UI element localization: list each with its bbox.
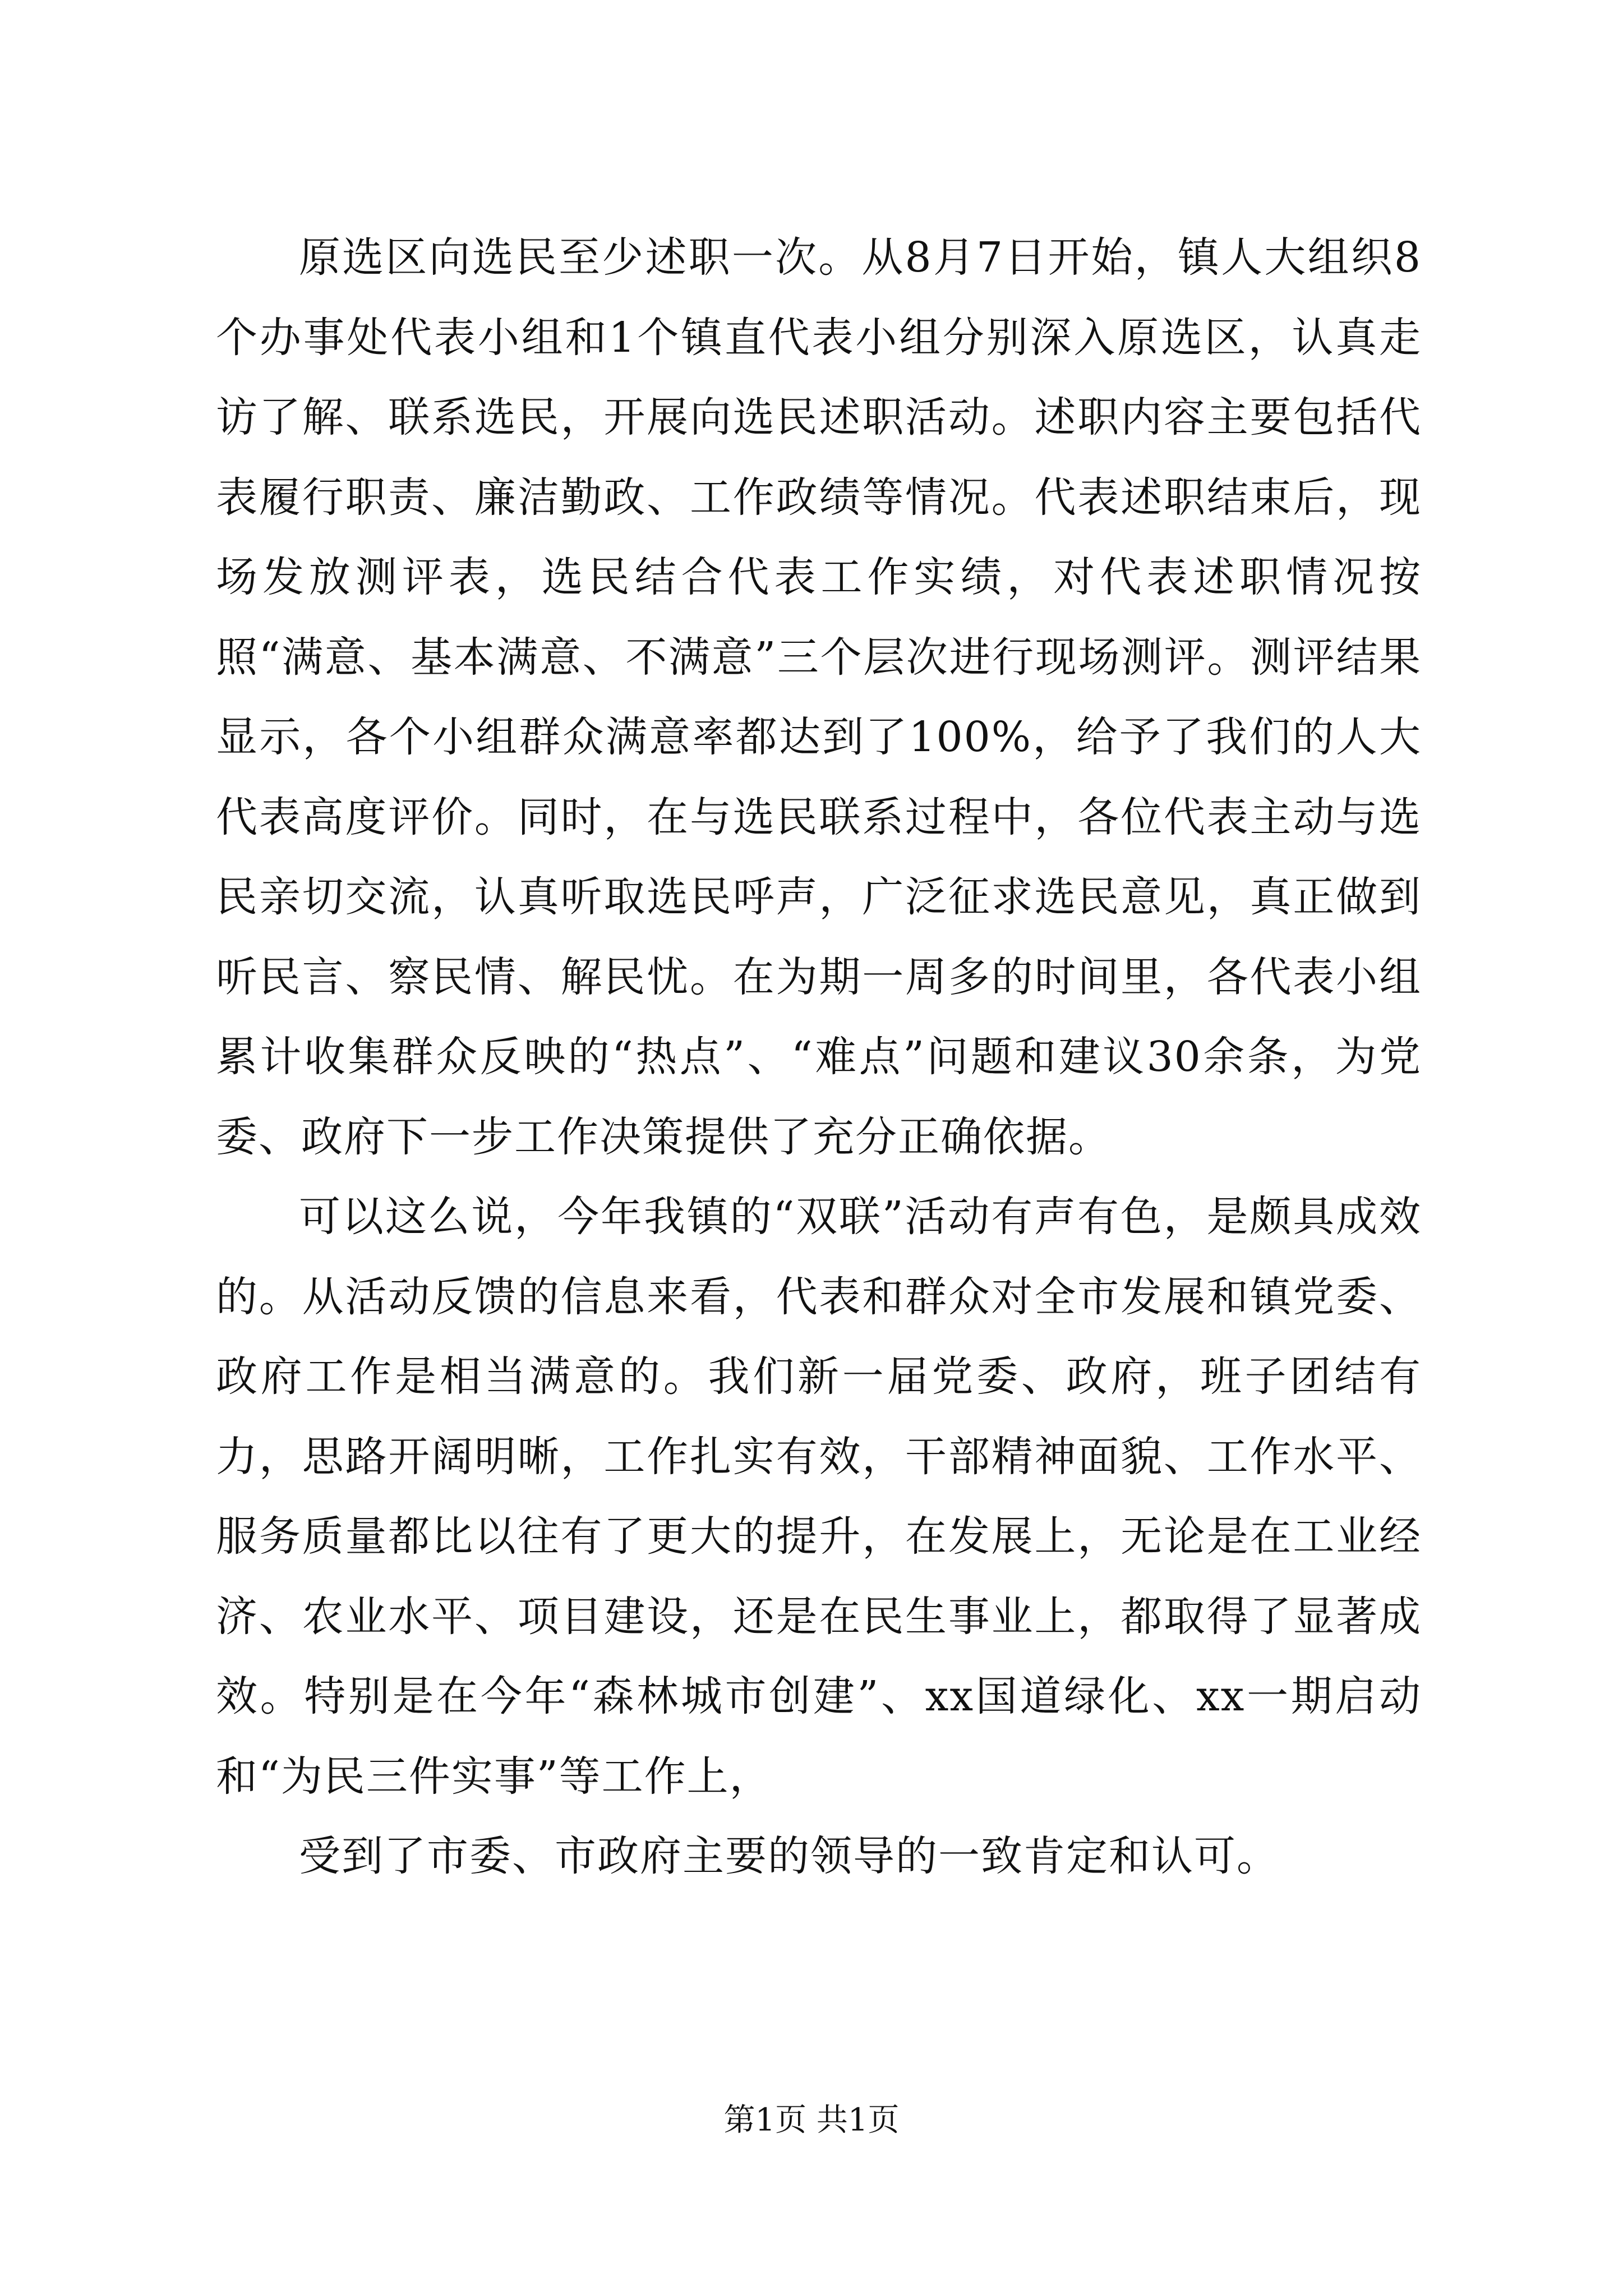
page-footer: 第1页 共1页 [723,2102,900,2138]
document-body [216,218,1422,1897]
paragraph-3: 受到了市委、市政府主要的领导的一致肯定和认可。 [299,1832,1279,1880]
paragraph-1: 原选区向选民至少述职一次。从8月7日开始，镇人大组织8个办事处代表小组和1个镇直代表小组分别深入原选区，认真走访了解、联系选民，开展向选民述职活动。述职内容主要包括代表履行职责、廉洁勤政、工作政绩等情况。代表述职结束后，现场发放测评表，选民结合代表工作实绩，对代表述职情况按照“满意、基本满意、不满意”三个层次进行现场测评。测评结果显示，各个小组群众满意率都达到了100%，给予了我们的人大代表高度评价。同时，在与选民联系过程中，各位代表主动与选民亲切交流，认真听取选民呼声，广泛征求选民意见，真正做到听民言、察民情、解民忧。在为期一周多的时间里，各代表小组累计收集群众反映的“热点”、“难点”问题和建议30余条，为党委、政府下一步工作决策提供了充分正确依据。 [216,233,1422,1161]
paragraph-2: 可以这么说，今年我镇的“双联”活动有声有色，是颇具成效的。从活动反馈的信息来看，代表和群众对全市发展和镇党委、政府工作是相当满意的。我们新一届党委、政府，班子团结有力，思路开阔明晰，工作扎实有效，干部精神面貌、工作水平、服务质量都比以往有了更大的提升，在发展上，无论是在工业经济、农业水平、项目建设，还是在民生事业上，都取得了显著成效。特别是在今年“森林城市创建”、xx国道绿化、xx一期启动和“为民三件实事”等工作上， [216,1193,1422,1801]
